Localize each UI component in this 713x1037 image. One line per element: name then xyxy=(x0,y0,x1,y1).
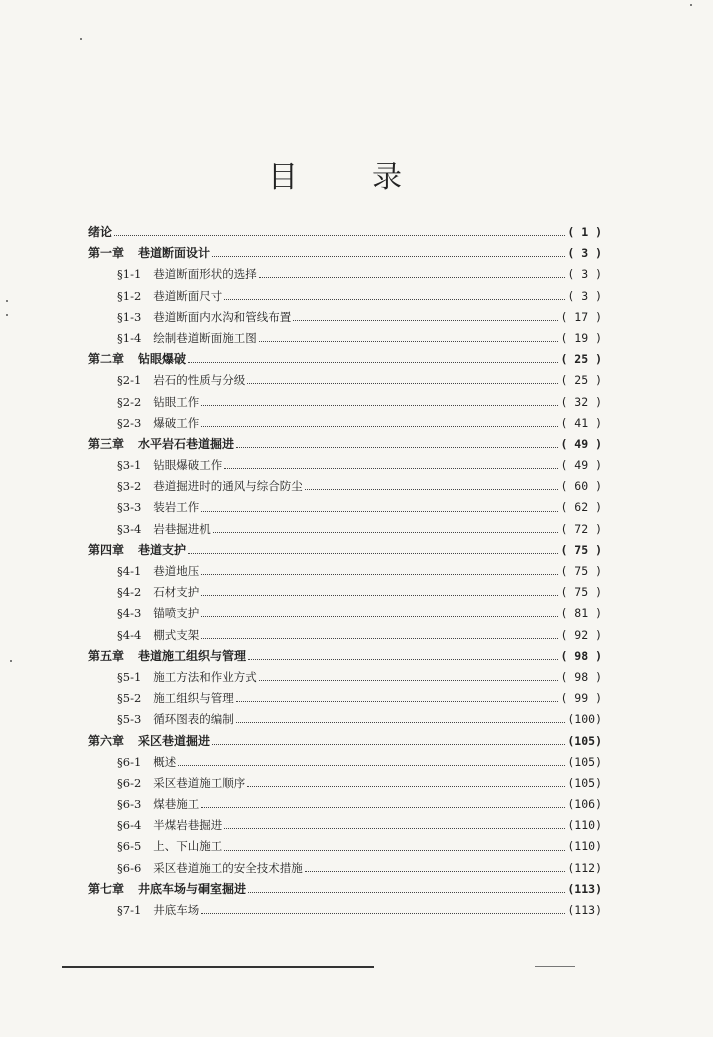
toc-section-entry xyxy=(88,688,602,709)
table-of-contents xyxy=(88,222,602,921)
entry-title: 棚式支架 xyxy=(153,627,200,642)
dot-leader xyxy=(305,871,566,872)
entry-number: §2-2 xyxy=(117,394,142,409)
entry-page-number: ( 32 ) xyxy=(560,394,602,409)
entry-number: 第三章 xyxy=(88,436,125,451)
entry-number: §7-1 xyxy=(117,903,142,917)
entry-page-number: (113) xyxy=(567,881,602,896)
dot-leader xyxy=(248,892,565,893)
dot-leader xyxy=(259,341,559,342)
entry-title: 钻眼爆破 xyxy=(138,352,187,367)
toc-section-entry xyxy=(88,773,602,794)
dot-leader xyxy=(212,744,565,745)
toc-section-entry xyxy=(88,603,602,624)
dot-leader xyxy=(201,511,558,512)
entry-page-number: ( 75 ) xyxy=(560,564,602,578)
toc-section-entry xyxy=(88,497,602,518)
entry-page-number: ( 98 ) xyxy=(560,669,602,684)
dot-leader xyxy=(224,299,565,300)
entry-title: 爆破工作 xyxy=(153,415,200,430)
toc-chapter-entry xyxy=(88,731,602,752)
entry-page-number: ( 60 ) xyxy=(560,479,602,494)
toc-section-entry xyxy=(88,307,602,328)
entry-page-number: ( 81 ) xyxy=(560,606,602,621)
dot-leader xyxy=(188,362,558,363)
entry-title: 井底车场与硐室掘进 xyxy=(138,881,247,896)
dot-leader xyxy=(305,489,559,490)
dot-leader xyxy=(201,913,565,914)
entry-number: 第二章 xyxy=(88,352,125,367)
entry-page-number: ( 62 ) xyxy=(560,500,602,515)
toc-section-entry xyxy=(88,794,602,815)
dot-leader xyxy=(212,256,565,257)
entry-title: 井底车场 xyxy=(153,903,200,917)
entry-page-number: ( 1 ) xyxy=(567,225,602,239)
entry-number: §1-3 xyxy=(117,309,142,324)
entry-title: 钻眼爆破工作 xyxy=(153,458,223,473)
dot-leader xyxy=(224,468,558,469)
dot-leader xyxy=(201,574,558,575)
entry-number: §3-3 xyxy=(117,500,142,515)
entry-page-number: ( 72 ) xyxy=(560,521,602,536)
toc-section-entry xyxy=(88,476,602,497)
toc-section-entry xyxy=(88,625,602,646)
entry-page-number: ( 17 ) xyxy=(560,309,602,324)
dot-leader xyxy=(178,765,565,766)
toc-section-entry xyxy=(88,836,602,857)
entry-page-number: ( 92 ) xyxy=(560,627,602,642)
entry-title: 岩巷掘进机 xyxy=(153,521,211,536)
entry-title: 巷道断面设计 xyxy=(138,246,211,261)
dot-leader xyxy=(247,383,558,384)
entry-title: 巷道断面尺寸 xyxy=(153,288,223,303)
entry-title: 绘制巷道断面施工图 xyxy=(153,330,257,345)
entry-title: 石材支护 xyxy=(153,585,200,600)
toc-section-entry xyxy=(88,286,602,307)
toc-chapter-entry xyxy=(88,349,602,370)
entry-number: §5-1 xyxy=(117,669,142,684)
entry-title: 绪论 xyxy=(88,225,113,239)
entry-page-number: ( 49 ) xyxy=(560,436,602,451)
entry-number: §3-1 xyxy=(117,458,142,473)
entry-title: 岩石的性质与分级 xyxy=(153,373,246,388)
entry-page-number: (112) xyxy=(567,860,602,875)
toc-section-entry xyxy=(88,561,602,582)
entry-title: 采区巷道施工的安全技术措施 xyxy=(153,860,303,875)
dot-leader xyxy=(114,235,565,236)
entry-number: §5-3 xyxy=(117,712,142,727)
toc-section-entry xyxy=(88,582,602,603)
entry-page-number: ( 19 ) xyxy=(560,330,602,345)
dot-leader xyxy=(236,447,558,448)
toc-section-entry xyxy=(88,752,602,773)
entry-page-number: (105) xyxy=(567,775,602,790)
dot-leader xyxy=(201,405,558,406)
entry-title: 采区巷道施工顺序 xyxy=(153,775,246,790)
toc-chapter-entry xyxy=(88,646,602,667)
dot-leader xyxy=(213,532,559,533)
entry-number: §3-2 xyxy=(117,479,142,494)
bottom-rule xyxy=(62,966,374,968)
toc-chapter-entry xyxy=(88,222,602,243)
entry-number: §6-6 xyxy=(117,860,142,875)
toc-section-entry xyxy=(88,858,602,879)
toc-section-entry xyxy=(88,413,602,434)
entry-title: 煤巷施工 xyxy=(153,797,200,812)
entry-title: 上、下山施工 xyxy=(153,839,223,854)
entry-page-number: ( 98 ) xyxy=(560,648,602,663)
scan-speck xyxy=(6,314,8,316)
entry-number: §4-1 xyxy=(117,564,142,578)
toc-section-entry xyxy=(88,264,602,285)
entry-number: §2-1 xyxy=(117,373,142,388)
entry-title: 装岩工作 xyxy=(153,500,200,515)
entry-page-number: ( 49 ) xyxy=(560,458,602,473)
dot-leader xyxy=(259,680,559,681)
dot-leader xyxy=(188,553,558,554)
entry-number: §6-3 xyxy=(117,797,142,812)
dot-leader xyxy=(224,828,565,829)
entry-page-number: ( 75 ) xyxy=(560,542,602,557)
toc-section-entry xyxy=(88,519,602,540)
dot-leader xyxy=(293,320,558,321)
entry-page-number: (100) xyxy=(567,712,602,727)
toc-chapter-entry xyxy=(88,243,602,264)
dot-leader xyxy=(236,722,566,723)
title-char-2: 录 xyxy=(372,160,402,195)
dot-leader xyxy=(201,616,558,617)
entry-page-number: ( 3 ) xyxy=(567,288,602,303)
toc-section-entry xyxy=(88,900,602,921)
bottom-rule-short xyxy=(535,966,575,967)
entry-title: 施工方法和作业方式 xyxy=(153,669,257,684)
toc-section-entry xyxy=(88,815,602,836)
toc-section-entry xyxy=(88,370,602,391)
entry-number: 第六章 xyxy=(88,733,125,748)
entry-number: §1-4 xyxy=(117,330,142,345)
entry-page-number: (105) xyxy=(567,754,602,769)
entry-number: 第五章 xyxy=(88,648,125,663)
entry-number: §3-4 xyxy=(117,521,142,536)
entry-number: §6-1 xyxy=(117,754,142,769)
entry-page-number: (110) xyxy=(567,839,602,854)
dot-leader xyxy=(201,638,558,639)
entry-title: 概述 xyxy=(153,754,177,769)
entry-number: §6-5 xyxy=(117,839,142,854)
dot-leader xyxy=(247,786,565,787)
entry-number: §2-3 xyxy=(117,415,142,430)
entry-page-number: ( 99 ) xyxy=(560,691,602,706)
entry-number: §4-4 xyxy=(117,627,142,642)
title-char-1: 目 xyxy=(268,160,298,195)
entry-number: 第七章 xyxy=(88,881,125,896)
entry-number: §1-1 xyxy=(117,267,142,282)
entry-title: 半煤岩巷掘进 xyxy=(153,818,223,833)
entry-number: 第四章 xyxy=(88,542,125,557)
toc-section-entry xyxy=(88,392,602,413)
scan-speck xyxy=(6,300,8,302)
entry-number: §1-2 xyxy=(117,288,142,303)
scan-speck xyxy=(80,38,82,40)
scan-speck xyxy=(690,4,692,6)
toc-section-entry xyxy=(88,709,602,730)
entry-title: 施工组织与管理 xyxy=(153,691,234,706)
entry-page-number: ( 3 ) xyxy=(567,246,602,261)
scan-speck xyxy=(10,660,12,662)
entry-title: 钻眼工作 xyxy=(153,394,200,409)
entry-number: §6-2 xyxy=(117,775,142,790)
entry-number: 第一章 xyxy=(88,246,125,261)
toc-section-entry xyxy=(88,455,602,476)
entry-title: 水平岩石巷道掘进 xyxy=(138,436,235,451)
entry-number: §4-2 xyxy=(117,585,142,600)
entry-title: 循环图表的编制 xyxy=(153,712,234,727)
entry-title: 采区巷道掘进 xyxy=(138,733,211,748)
entry-page-number: ( 75 ) xyxy=(560,585,602,600)
entry-page-number: ( 25 ) xyxy=(560,373,602,388)
entry-page-number: ( 3 ) xyxy=(567,267,602,282)
entry-number: §4-3 xyxy=(117,606,142,621)
toc-chapter-entry xyxy=(88,879,602,900)
dot-leader xyxy=(259,277,566,278)
dot-leader xyxy=(236,701,559,702)
dot-leader xyxy=(201,595,558,596)
dot-leader xyxy=(201,807,565,808)
dot-leader xyxy=(224,850,565,851)
dot-leader xyxy=(201,426,558,427)
entry-title: 巷道断面形状的选择 xyxy=(153,267,257,282)
toc-section-entry xyxy=(88,667,602,688)
toc-chapter-entry xyxy=(88,434,602,455)
toc-chapter-entry xyxy=(88,540,602,561)
entry-number: §5-2 xyxy=(117,691,142,706)
dot-leader xyxy=(248,659,558,660)
entry-title: 巷道施工组织与管理 xyxy=(138,648,247,663)
entry-title: 巷道地压 xyxy=(153,564,200,578)
entry-title: 巷道掘进时的通风与综合防尘 xyxy=(153,479,303,494)
entry-page-number: (105) xyxy=(567,733,602,748)
entry-page-number: ( 41 ) xyxy=(560,415,602,430)
entry-page-number: (106) xyxy=(567,797,602,812)
entry-title: 巷道支护 xyxy=(138,542,187,557)
entry-title: 巷道断面内水沟和管线布置 xyxy=(153,309,292,324)
entry-page-number: (110) xyxy=(567,818,602,833)
entry-title: 锚喷支护 xyxy=(153,606,200,621)
entry-page-number: (113) xyxy=(567,903,602,917)
entry-page-number: ( 25 ) xyxy=(560,352,602,367)
entry-number: §6-4 xyxy=(117,818,142,833)
toc-section-entry xyxy=(88,328,602,349)
